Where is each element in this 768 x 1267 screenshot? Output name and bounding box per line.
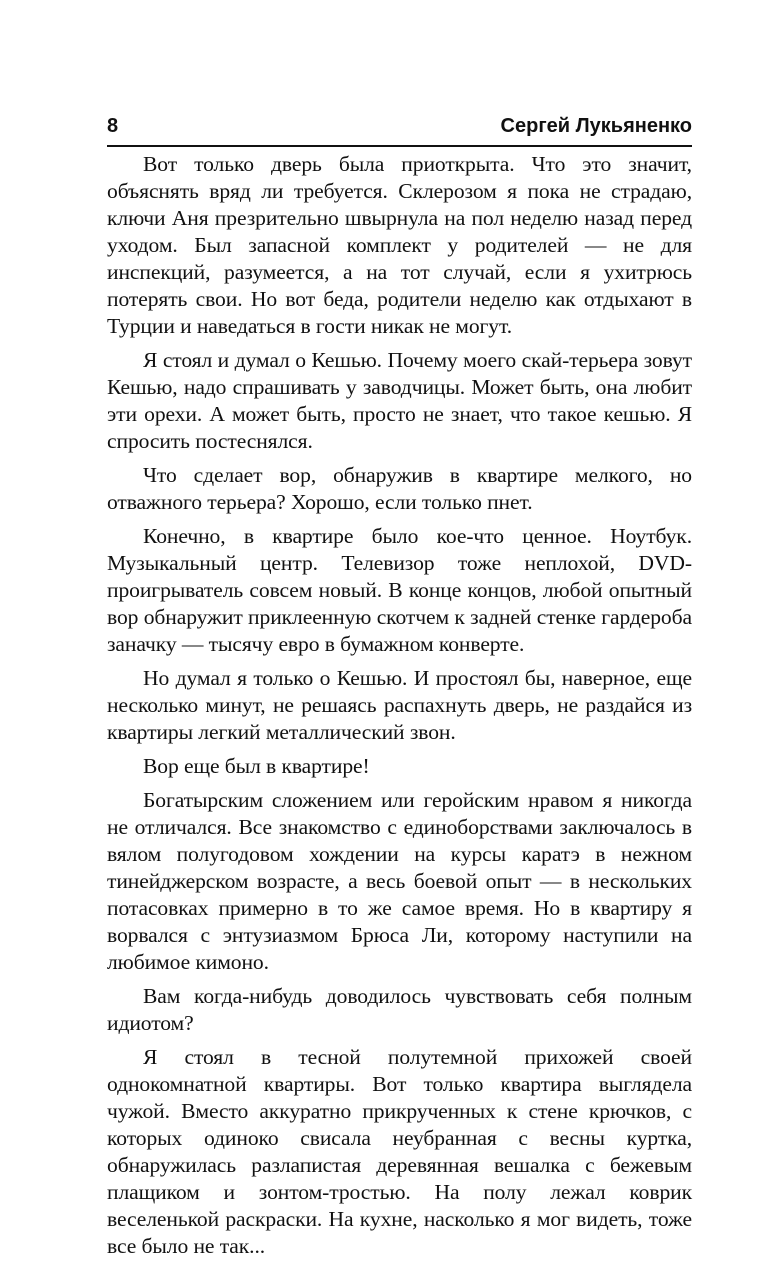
text-body bbox=[107, 151, 692, 1267]
paragraph: Но думал я только о Кешью. И простоял бы, наверное, еще несколько минут, не решаясь распахнуть дверь, не раздайся из квартиры легкий металлический звон. bbox=[107, 666, 692, 744]
paragraph: Я стоял и думал о Кешью. Почему моего скай-терьера зовут Кешью, надо спрашивать у заводчицы. Может быть, она любит эти орехи. А может быть, просто не знает, что такое кешью. Я спросить постеснялся. bbox=[107, 348, 692, 453]
paragraph: Вор еще был в квартире! bbox=[143, 754, 370, 778]
paragraph: Богатырским сложением или геройским нравом я никогда не отличался. Все знакомство с единоборствами заключалось в вялом полугодовом хождении на курсы каратэ в нежном тинейджерском возрасте, а весь боевой опыт — в нескольких потасовках примерно в то же самое время. Но в квартиру я ворвался с энтузиазмом Брюса Ли, которому наступили на любимое кимоно. bbox=[107, 788, 692, 974]
paragraph: Вот только дверь была приоткрыта. Что это значит, объяснять вряд ли требуется. Склерозом я пока не страдаю, ключи Аня презрительно швырнула на пол неделю назад перед уходом. Был запасной комплект у родителей — не для инспекций, разумеется, а на тот случай, если я ухитрюсь потерять свои. Но вот беда, родители неделю как отдыхают в Турции и наведаться в гости никак не могут. bbox=[107, 152, 692, 338]
page-number: 8 bbox=[107, 115, 119, 137]
paragraph: Конечно, в квартире было кое-что ценное. Ноутбук. Музыкальный центр. Телевизор тоже неплохой, DVD-проигрыватель совсем новый. В конце концов, любой опытный вор обнаружит приклеенную скотчем к задней стенке гардероба заначку — тысячу евро в бумажном конверте. bbox=[107, 524, 692, 656]
header-rule bbox=[107, 145, 692, 147]
author-name: Сергей Лукьяненко bbox=[500, 115, 692, 137]
running-head bbox=[107, 111, 692, 141]
paragraph: Вам когда-нибудь доводилось чувствовать себя полным идиотом? bbox=[107, 984, 692, 1035]
paragraph: Я стоял в тесной полутемной прихожей своей однокомнатной квартиры. Вот только квартира выглядела чужой. Вместо аккуратно прикрученных к стене крючков, с которых одиноко свисала неубранная с весны куртка, обнаружилась разлапистая деревянная вешалка с бежевым плащиком и зонтом-тростью. На полу лежал коврик веселенькой раскраски. На кухне, насколько я мог видеть, тоже все было не так... bbox=[107, 1045, 692, 1258]
paragraph: Что сделает вор, обнаружив в квартире мелкого, но отважного терьера? Хорошо, если только пнет. bbox=[107, 463, 692, 514]
